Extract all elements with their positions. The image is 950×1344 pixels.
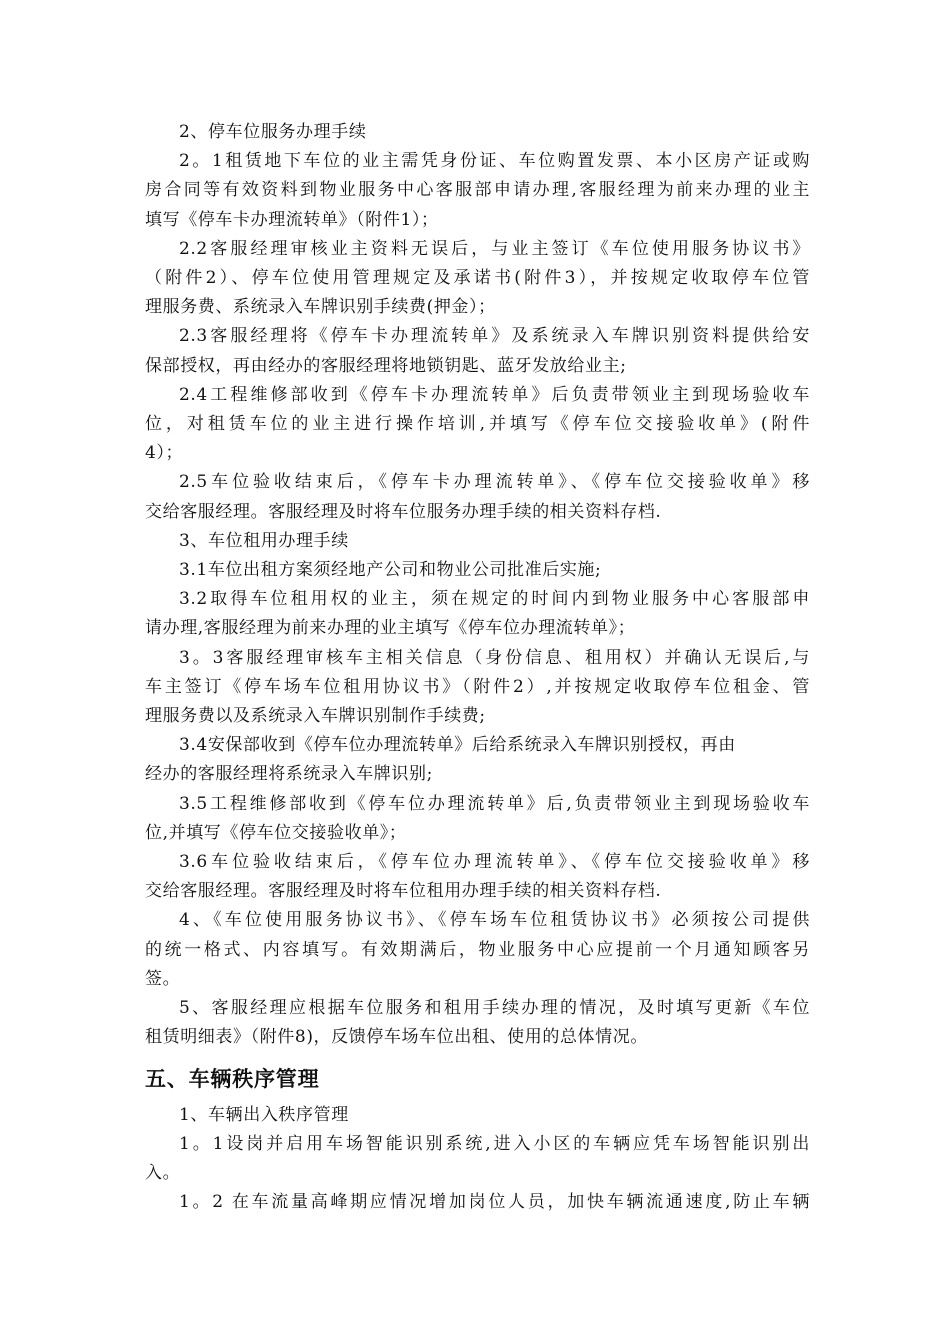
text-line: 1。2 在车流量高峰期应情况增加岗位人员，加快车辆流通速度,防止车辆 xyxy=(179,1192,810,1213)
text-line: 车主签订《停车场车位租用协议书》（附件2）,并按规定收取停车位租金、管 xyxy=(145,676,810,697)
text-line: 租赁明细表》（附件8)，反馈停车场车位出租、使用的总体情况。 xyxy=(145,1027,648,1048)
text-line: 理服务费以及系统录入车牌识别制作手续费; xyxy=(145,706,486,727)
text-line: 交给客服经理。客服经理及时将车位租用办理手续的相关资料存档. xyxy=(145,881,662,902)
text-line: 2.4工程维修部收到《停车卡办理流转单》后负责带领业主到现场验收车 xyxy=(179,384,810,405)
text-line: 4、《车位使用服务协议书》、《停车场车位租赁协议书》必须按公司提供 xyxy=(179,910,810,931)
text-line: 3.4安保部收到《停车位办理流转单》后给系统录入车牌识别授权，再由 xyxy=(179,735,736,756)
text-line: 2.5车位验收结束后，《停车卡办理流转单》、《停车位交接验收单》移 xyxy=(179,472,810,493)
text-line: （附件2）、停车位使用管理规定及承诺书(附件3），并按规定收取停车位管 xyxy=(145,268,810,289)
text-line: 2.3客服经理将《停车卡办理流转单》及系统录入车牌识别资料提供给安 xyxy=(179,326,810,347)
text-line: 位，对租赁车位的业主进行操作培训,并填写《停车位交接验收单》(附件 xyxy=(145,414,810,435)
text-line: 的统一格式、内容填写。有效期满后，物业服务中心应提前一个月通知顾客另 xyxy=(145,939,810,960)
text-line: 3、车位租用办理手续 xyxy=(179,530,349,551)
text-line: 2、停车位服务办理手续 xyxy=(179,122,367,142)
text-line: 1。1设岗并启用车场智能识别系统,进入小区的车辆应凭车场智能识别出 xyxy=(179,1133,810,1154)
text-line: 签。 xyxy=(145,968,181,989)
text-line: 2.2客服经理审核业主资料无误后，与业主签订《车位使用服务协议书》 xyxy=(179,238,810,259)
text-line: 3.1车位出租方案须经地产公司和物业公司批准后实施; xyxy=(179,560,602,581)
text-line: 保部授权，再由经办的客服经理将地锁钥匙、蓝牙发放给业主; xyxy=(145,355,627,376)
section-heading: 五、车辆秩序管理 xyxy=(145,1066,320,1091)
text-line: 请办理,客服经理为前来办理的业主填写《停车位办理流转单》； xyxy=(145,618,636,639)
text-line: 经办的客服经理将系统录入车牌识别; xyxy=(145,764,433,785)
text-line: 填写《停车卡办理流转单》（附件1）； xyxy=(145,209,439,230)
text-line: 3.6车位验收结束后，《停车位办理流转单》、《停车位交接验收单》移 xyxy=(179,852,810,873)
text-line: 3.5工程维修部收到《停车位办理流转单》后,负责带领业主到现场验收车 xyxy=(179,793,810,814)
text-line: 2。1租赁地下车位的业主需凭身份证、车位购置发票、本小区房产证或购 xyxy=(179,151,810,172)
text-line: 房合同等有效资料到物业服务中心客服部申请办理,客服经理为前来办理的业主 xyxy=(145,180,810,201)
text-line: 4）； xyxy=(145,443,184,464)
text-line: 入。 xyxy=(145,1162,181,1183)
text-line: 交给客服经理。客服经理及时将车位服务办理手续的相关资料存档. xyxy=(145,501,662,522)
text-line: 位,并填写《停车位交接验收单》； xyxy=(145,822,407,843)
text-line: 1、车辆出入秩序管理 xyxy=(179,1104,349,1125)
text-line: 理服务费、系统录入车牌识别手续费(押金）； xyxy=(145,297,496,318)
text-line: 3.2取得车位租用权的业主，须在规定的时间内到物业服务中心客服部申 xyxy=(179,589,810,610)
body-text-block xyxy=(145,118,810,1053)
document-page xyxy=(145,118,810,1217)
text-line: 5、客服经理应根据车位服务和租用手续办理的情况，及时填写更新《车位 xyxy=(179,998,810,1019)
body-text-block-continued xyxy=(145,1101,810,1218)
text-line: 3。3客服经理审核车主相关信息（身份信息、租用权）并确认无误后,与 xyxy=(179,647,810,668)
